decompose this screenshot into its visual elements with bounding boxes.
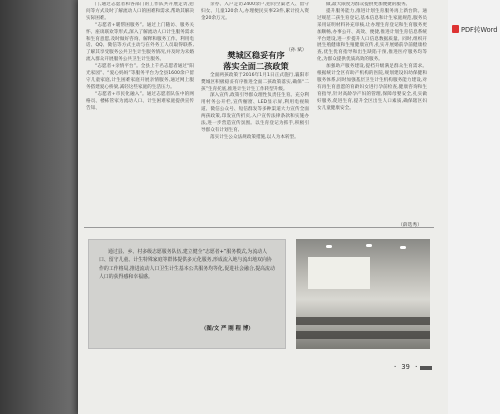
paragraph: 深入宣传,政策引导群众理性负责任生育。充分利用村务公开栏,宣传橱窗、LED显示屏,利用电视频道、微信公众号、短信群发等多种渠道大力宣传全面两孩政策,印发宣传折页,入户宣传法律条款和实施办法,进一步营造宣传氛围。以生育登记为抓手,积极引导群众有计划生育, bbox=[201, 93, 309, 133]
ceiling-light bbox=[366, 244, 372, 247]
paragraph: 门,通过志愿者和各部门的工作队共开展走访,慰问等方式及时了解流动人口的困难和需求,帮助其解决实际困难。 bbox=[86, 2, 194, 21]
paragraph: “志愿者+亲情平台”。全县上千名志愿者通过“阳光家园”、“爱心妈妈”等服务平台为全县1600余户留守儿童家庭,计生困难家庭开展亲情服务,通过网上服务搭建爱心桥梁,减轻这些家庭的生活压力。 bbox=[86, 64, 194, 90]
audience-row bbox=[296, 331, 430, 339]
page-number-bar bbox=[420, 366, 432, 370]
article-heading bbox=[206, 50, 306, 72]
article-column-1 bbox=[86, 2, 194, 225]
paragraph: 提升服务能力,推进计划生育服务再上新台阶。通过规范二孩生育登记,基本信息和计生家庭规范,服务员采用证明材料补充审核,让办理生育登记和生育服务更加顺畅,办事公开、高效、便捷,推进计划生育信息系统平台建设,进一步提升人口信息数据质量。同时,组织开展生殖健康和生殖健康宣传,扎实开展婚前孕前健康检查,优生优育指导和出生缺陷干预,推进医疗服务均等化,为群众提供优质高效的服务。 bbox=[317, 8, 427, 63]
paragraph: 做,最大限度为群众提供更加便捷的服务。 bbox=[326, 2, 411, 7]
ceiling-light bbox=[400, 246, 406, 249]
projection-screen bbox=[308, 257, 370, 289]
audience-row bbox=[296, 317, 430, 325]
sidebar-text: 通过县、乡、村多级志愿服务队伍,建立健全“志愿者+”服务模式,为流动人口、留守儿童、计生特殊家庭等群体提供多元化服务,形成流入地与流出地双向协作的工作格局,推进流动人口卫生计生基本公共服务均等化,促进社会融合,提高流动人口的获得感和幸福感。 bbox=[99, 249, 275, 281]
heading-line-2: 落实全面二孩政策 bbox=[223, 61, 289, 71]
article-column-3 bbox=[317, 2, 427, 225]
article-column-2 bbox=[201, 2, 309, 225]
section-divider bbox=[84, 227, 434, 228]
ceiling-light bbox=[326, 245, 332, 248]
page-number: · 39 · bbox=[393, 363, 419, 371]
meeting-photo bbox=[296, 239, 430, 349]
pdf-to-word-button[interactable] bbox=[452, 22, 498, 35]
paragraph: 全面两孩政策于2016年1月1日正式施行,襄阳市樊城区积极稳妥有序推进全面二孩政策落实,确保“二孩”生育托底,推进计生计生工作转型升级。 bbox=[201, 72, 309, 92]
heading-line-1: 樊城区稳妥有序 bbox=[227, 50, 285, 60]
sidebar-author: （图/文 严 刚 程 博） bbox=[201, 326, 254, 332]
paragraph: 加强助产服务建设,提档升级满足群众生育需求。根据统计全区有助产机构的医院,规划建设妇幼保健和服务体系,同时加强基层卫生计生机构服务能力建设,对有再生育意愿的育龄妇女进行孕前检查,健康咨询和生育指导,针对高龄孕产妇的管理,保障母婴安全,扎实做好服务,促进生育,提升全区出生人口素质,确保辖区妇女儿童健康安全。 bbox=[317, 64, 427, 111]
pdf-to-word-label: PDF转Word bbox=[461, 25, 498, 34]
paragraph: 亲办、入户走访2400余户,慰问空巢老人、留守妇女、儿童120余人,办理便民实事23件,累计投入资金20余万元。 bbox=[201, 2, 309, 21]
pdf-icon bbox=[452, 25, 459, 33]
paragraph: 落实计生公众法规政策措施,以人为本转型。 bbox=[210, 134, 299, 140]
author-signature: （孙 斌） bbox=[286, 48, 307, 53]
sidebar-text-box bbox=[88, 239, 286, 349]
paragraph: “志愿者+市民化融入”。通过志愿者队伍中的网格员、楼栋管家为流动人口、计生困难家庭提供宣传告知、 bbox=[86, 91, 194, 111]
author-signature: （薛选秀） bbox=[398, 223, 422, 228]
paragraph: “志愿者+暖帮困服务”。通过上门随访、服务关怀、座谈联欢等形式,深入了解流动人口计生服务需求和生育意愿,及时做好咨询、解释和服务工作。利用电话、QQ、微信等方式主动与在外务工人员取得联系,了解其享受服务公共卫生计生服务情况,并及时为未婚流入群众开展服务公共卫生计生服务。 bbox=[86, 22, 194, 63]
viewer-side-panel bbox=[448, 0, 500, 414]
